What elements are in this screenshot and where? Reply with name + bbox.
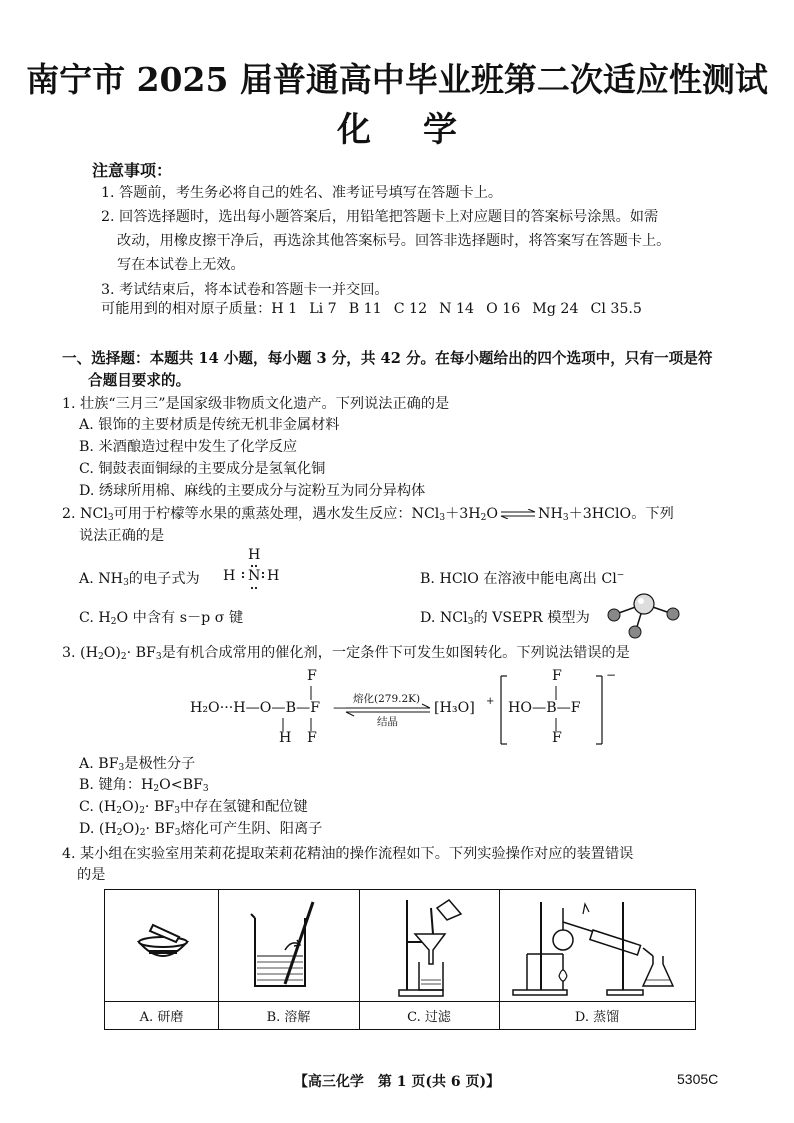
q2-stem-cont: 说法正确的是	[79, 528, 165, 544]
subscript: 3	[174, 828, 181, 838]
dot-h-left: H	[223, 568, 236, 584]
nh3-electron-formula	[222, 547, 282, 591]
atomic-mass: B 11	[348, 301, 382, 317]
atom-h-bottom: H	[279, 730, 292, 746]
beaker-stirring-icon	[247, 900, 323, 992]
subscript: 3	[155, 652, 162, 662]
page-footer: 【高三化学 第 1 页(共 6 页)】	[293, 1074, 501, 1090]
subscript: 2	[139, 806, 145, 816]
text: O)	[122, 799, 140, 815]
q3-stem	[62, 642, 630, 669]
subscript: 2	[480, 513, 487, 523]
text: D. NCl	[420, 610, 468, 626]
section-heading-cont: 合题目要求的。	[88, 372, 191, 389]
atomic-mass-line	[101, 298, 642, 321]
notice-item-3: 3. 考试结束后，将本试卷和答题卡一并交回。	[101, 282, 389, 298]
text: 是有机合成常用的催化剂，一定条件下可发生如图转化。下列说法错误的是	[161, 645, 630, 661]
text: · BF	[144, 799, 175, 815]
text: 是极性分子	[124, 756, 196, 772]
text: B. 键角：H	[79, 777, 154, 793]
caption-a: A. 研磨	[139, 1010, 184, 1025]
atomic-mass: Cl 35.5	[590, 301, 642, 317]
subscript: 2	[97, 652, 104, 662]
atom-f-top: F	[307, 668, 317, 684]
subject-title	[0, 102, 794, 151]
atomic-mass: O 16	[486, 301, 521, 317]
caption-d: D. 蒸馏	[574, 1010, 620, 1025]
anion-f-bottom: F	[552, 730, 562, 746]
subscript: 3	[107, 513, 114, 523]
q2-option-a	[79, 568, 200, 588]
text: 的电子式为	[128, 571, 200, 587]
subscript: 2	[116, 806, 123, 816]
text: A. NH	[79, 571, 124, 587]
atomic-mass: Mg 24	[532, 301, 579, 317]
subscript: 3	[123, 578, 129, 588]
subscript: 3	[202, 784, 209, 794]
bond-dash: —	[333, 700, 348, 716]
electron-dots-icon	[222, 547, 282, 595]
text: O)	[103, 645, 121, 661]
subject-char-1: 化	[337, 110, 371, 150]
filtration-setup-icon	[397, 894, 467, 998]
text: 3. (H	[62, 645, 98, 661]
subscript: 3	[439, 513, 446, 523]
q3-reaction-diagram	[190, 668, 620, 750]
distillation-apparatus-icon	[503, 894, 691, 998]
text: 可用于柠檬等水果的熏蒸处理，遇水发生反应：NCl	[113, 506, 440, 522]
charge-minus: −	[606, 668, 617, 682]
subscript: 2	[139, 828, 146, 838]
text: · BF	[126, 645, 156, 661]
dot-n: N	[248, 568, 261, 584]
text: B. HClO 在溶液中能电离出 Cl	[420, 571, 617, 587]
condition-melting: 熔化(279.2K)	[353, 693, 421, 705]
caption-c: C. 过滤	[407, 1010, 451, 1025]
atomic-mass: C 12	[393, 301, 428, 317]
equilibrium-arrow-icon	[500, 509, 536, 519]
text: O	[486, 506, 499, 522]
caption-divider	[105, 1001, 695, 1002]
text: 2. NCl	[62, 506, 108, 522]
notice-item-2-cont: 改动，用橡皮擦干净后，再选涂其他答案标号。回答非选择题时，将答案写在答题卡上。	[117, 233, 671, 249]
q4-stem-cont: 的是	[77, 867, 106, 883]
subscript: 3	[118, 763, 125, 773]
subscript: 3	[467, 617, 474, 627]
notice-item-2-cont2: 写在本试卷上无效。	[117, 257, 245, 273]
q1-option-b: B. 米酒酿造过程中发生了化学反应	[79, 439, 298, 455]
apparatus-table	[104, 889, 696, 1030]
q1-option-a: A. 银饰的主要材质是传统无机非金属材料	[79, 417, 340, 433]
text: O 中含有 s－p σ 键	[116, 610, 244, 626]
subject-char-2: 学	[423, 110, 457, 150]
anion-formula: HO—B—F	[508, 700, 581, 716]
q2-option-c	[79, 607, 243, 627]
dot-h-top: H	[248, 547, 261, 563]
atomic-mass: H 1	[271, 301, 298, 317]
mortar-pestle-icon	[135, 922, 191, 966]
q2-option-b	[420, 568, 624, 588]
anion-f-top: F	[552, 668, 562, 684]
vsepr-model-icon	[598, 590, 684, 640]
q1-option-d: D. 绣球所用棉、麻线的主要成分与淀粉互为同分异构体	[79, 483, 426, 499]
text: C. (H	[79, 799, 117, 815]
superscript: −	[616, 570, 625, 581]
q4-stem: 4. 某小组在实验室用茉莉花提取茉莉花精油的操作流程如下。下列实验操作对应的装置错误	[62, 846, 634, 862]
subscript: 2	[153, 784, 160, 794]
text: · BF	[145, 821, 175, 837]
charge-plus: +	[486, 696, 495, 707]
dot-h-right: H	[267, 568, 280, 584]
section-heading: 一、选择题：本题共 14 小题，每小题 3 分，共 42 分。在每小题给出的四个选项中，只有一项是符	[62, 350, 713, 367]
subscript: 2	[116, 828, 123, 838]
text: O<BF	[159, 777, 203, 793]
q3-option-d	[79, 818, 322, 845]
adduct-formula: H₂O···H—O—B—F	[190, 700, 321, 716]
atomic-mass: Li 7	[309, 301, 337, 317]
atomic-mass-label: 可能用到的相对原子质量：	[101, 301, 272, 317]
subscript: 3	[562, 513, 569, 523]
paper-code: 5305C	[677, 1071, 719, 1087]
text: ＋3H	[445, 506, 481, 522]
subscript: 3	[174, 806, 180, 816]
atomic-mass: N 14	[439, 301, 475, 317]
notice-item-2: 2. 回答选择题时，选出每小题答案后，用铅笔把答题卡上对应题目的答案标号涂黑。如需	[101, 209, 659, 225]
text: O)	[122, 821, 140, 837]
subscript: 2	[110, 617, 117, 627]
q1-stem: 1. 壮族“三月三”是国家级非物质文化遗产。下列说法正确的是	[62, 396, 450, 412]
caption-b: B. 溶解	[266, 1010, 311, 1025]
notice-title: 注意事项：	[92, 161, 173, 180]
text: ＋3HClO。下列	[568, 506, 674, 522]
exam-title: 南宁市 2025 届普通高中毕业班第二次适应性测试	[26, 60, 768, 99]
q2-option-d	[420, 607, 590, 627]
text: A. BF	[79, 756, 119, 772]
text: 中存在氢键和配位键	[179, 799, 308, 815]
text: D. (H	[79, 821, 117, 837]
text: 熔化可产生阴、阳离子	[180, 821, 323, 837]
q1-option-c: C. 铜鼓表面铜绿的主要成分是氢氧化铜	[79, 461, 326, 477]
atom-f-bottom: F	[307, 730, 317, 746]
text: C. H	[79, 610, 111, 626]
condition-crystallize: 结晶	[377, 716, 398, 728]
hydronium: [H₃O]	[434, 700, 475, 716]
text: 的 VSEPR 模型为	[473, 610, 590, 626]
text: NH	[538, 506, 563, 522]
subscript: 2	[120, 652, 127, 662]
notice-item-1: 1. 答题前，考生务必将自己的姓名、准考证号填写在答题卡上。	[101, 185, 503, 201]
